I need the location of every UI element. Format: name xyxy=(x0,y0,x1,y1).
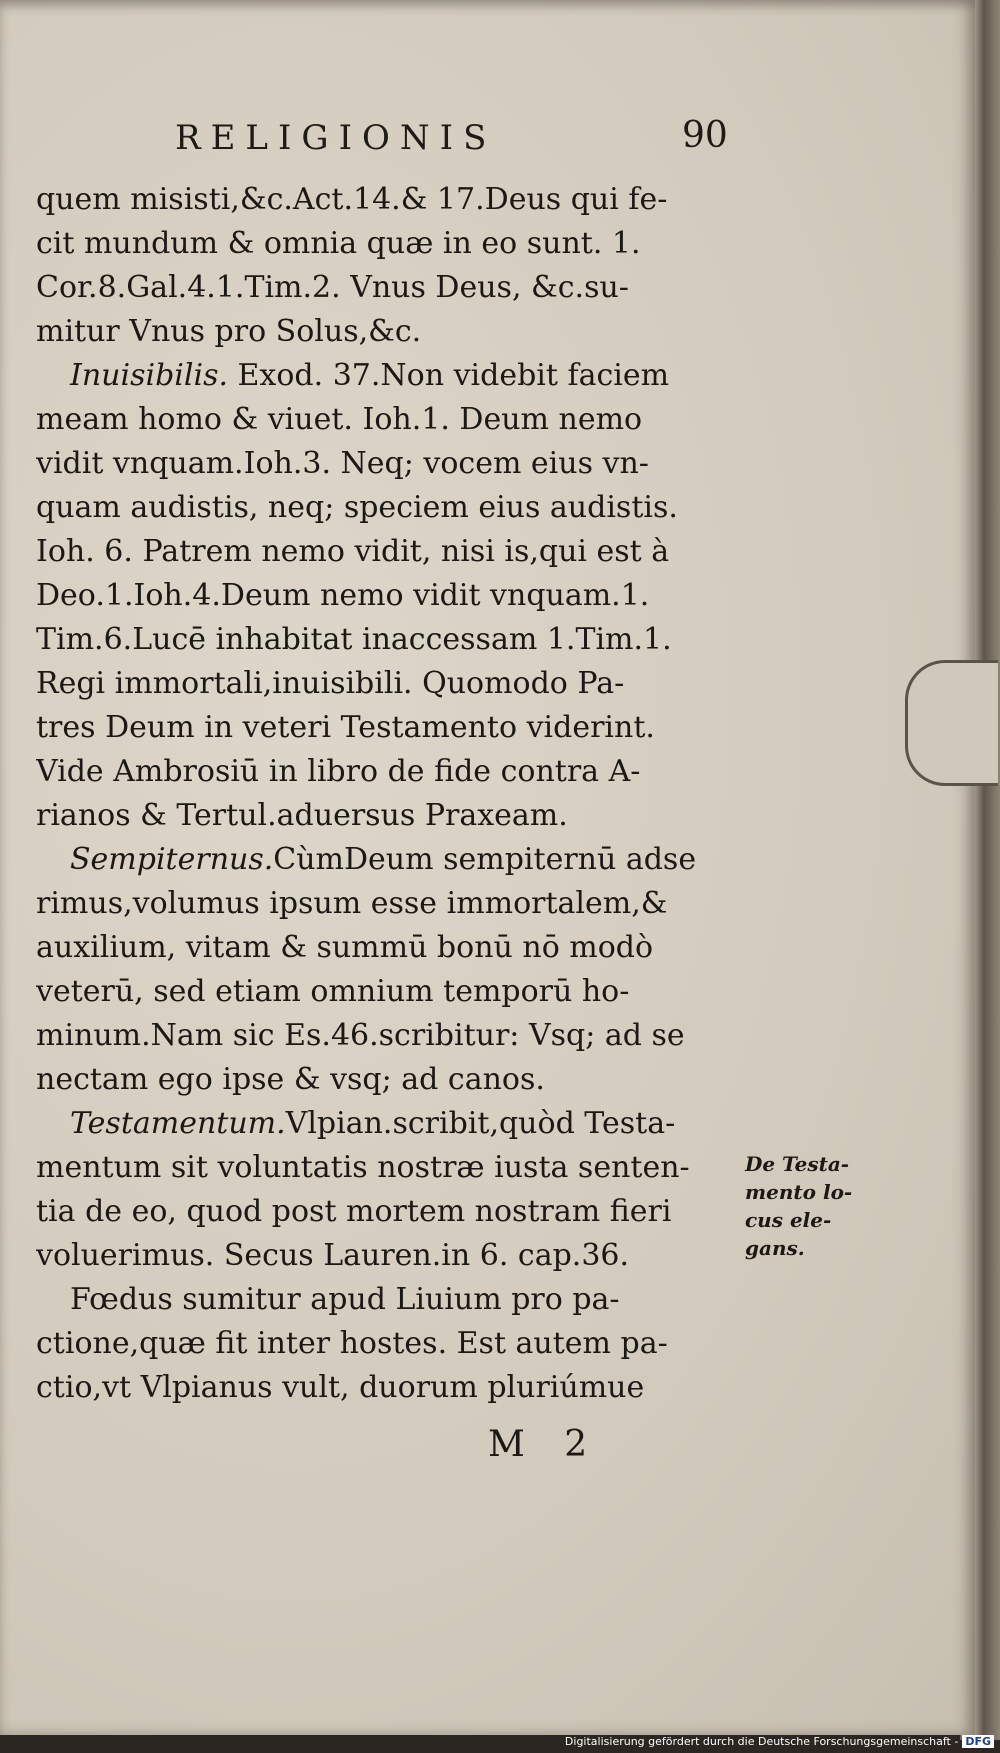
text-line xyxy=(36,1102,756,1146)
text-line xyxy=(36,618,756,662)
text-segment: Vlpian.scribit,quòd Testa- xyxy=(285,1106,676,1141)
text-segment: quam audistis, neq; speciem eius audistis. xyxy=(36,490,678,525)
text-segment: quem misisti,&c.Act.14.& 17.Deus qui fe- xyxy=(36,182,668,217)
body-text xyxy=(36,178,756,1410)
text-segment: auxilium, vitam & summū bonū nō modò xyxy=(36,930,654,965)
text-segment: cit mundum & omnia quæ in eo sunt. 1. xyxy=(36,226,641,261)
text-segment: Deo.1.Ioh.4.Deum nemo vidit vnquam.1. xyxy=(36,578,650,613)
text-line xyxy=(36,1234,756,1278)
text-segment: rimus,volumus ipsum esse immortalem,& xyxy=(36,886,668,921)
text-line xyxy=(36,442,756,486)
text-line xyxy=(36,706,756,750)
text-line xyxy=(36,794,756,838)
text-segment: minum.Nam sic Es.46.scribitur: Vsq; ad se xyxy=(36,1018,685,1053)
text-segment: voluerimus. Secus Lauren.in 6. cap.36. xyxy=(36,1238,630,1273)
text-line xyxy=(36,1058,756,1102)
text-line xyxy=(36,1322,756,1366)
text-line xyxy=(36,882,756,926)
text-segment: vidit vnquam.Ioh.3. Neq; vocem eius vn- xyxy=(36,446,649,481)
margin-note-line: mento lo- xyxy=(745,1180,853,1204)
lemma-heading: Testamentum. xyxy=(70,1106,286,1141)
text-segment: Fœdus sumitur apud Liuium pro pa- xyxy=(70,1282,620,1317)
lemma-heading: Sempiternus. xyxy=(70,842,274,877)
text-segment: Ioh. 6. Patrem nemo vidit, nisi is,qui est à xyxy=(36,534,670,569)
text-line xyxy=(36,750,756,794)
margin-note-line: gans. xyxy=(745,1236,805,1260)
text-segment: Tim.6.Lucē inhabitat inaccessam 1.Tim.1. xyxy=(36,622,672,657)
book-clasp xyxy=(905,660,998,786)
running-title: RELIGIONIS xyxy=(175,118,497,158)
text-segment: tia de eo, quod post mortem nostram fieri xyxy=(36,1194,672,1229)
text-segment: Cor.8.Gal.4.1.Tim.2. Vnus Deus, &c.su- xyxy=(36,270,629,305)
text-line xyxy=(36,838,756,882)
margin-note-line: cus ele- xyxy=(745,1208,832,1232)
text-segment: Vide Ambrosiū in libro de fide contra A- xyxy=(36,754,641,789)
text-line xyxy=(36,486,756,530)
text-segment: mitur Vnus pro Solus,&c. xyxy=(36,314,422,349)
text-line xyxy=(36,1146,756,1190)
text-segment: Exod. 37.Non videbit faciem xyxy=(228,358,670,393)
text-line xyxy=(36,970,756,1014)
digitization-footer xyxy=(565,1735,994,1751)
text-segment: CùmDeum sempiternū adse xyxy=(273,842,697,877)
text-line xyxy=(36,1190,756,1234)
text-segment: ctio,vt Vlpianus vult, duorum pluriúmue xyxy=(36,1370,645,1405)
text-line xyxy=(36,310,756,354)
page-number: 90 xyxy=(682,115,728,156)
text-line xyxy=(36,266,756,310)
text-line xyxy=(36,222,756,266)
text-segment: tres Deum in veteri Testamento viderint. xyxy=(36,710,655,745)
text-line xyxy=(36,574,756,618)
text-line xyxy=(36,398,756,442)
margin-note-line: De Testa- xyxy=(745,1152,850,1176)
footer-text: Digitalisierung gefördert durch die Deutsche Forschungsgemeinschaft - xyxy=(564,1735,959,1748)
marginal-note xyxy=(745,1150,885,1262)
running-head xyxy=(0,110,780,170)
text-segment: rianos & Tertul.aduersus Praxeam. xyxy=(36,798,568,833)
text-line xyxy=(36,178,756,222)
lemma-heading: Inuisibilis. xyxy=(70,358,228,393)
signature-mark: M 2 xyxy=(488,1424,602,1465)
text-segment: Regi immortali,inuisibili. Quomodo Pa- xyxy=(36,666,625,701)
text-line xyxy=(36,354,756,398)
text-line xyxy=(36,1366,756,1410)
text-line xyxy=(36,1014,756,1058)
text-line xyxy=(36,662,756,706)
text-segment: veterū, sed etiam omnium temporū ho- xyxy=(36,974,630,1009)
text-segment: ctione,quæ fit inter hostes. Est autem pa- xyxy=(36,1326,668,1361)
text-line xyxy=(36,530,756,574)
dfg-logo: DFG xyxy=(962,1735,994,1748)
text-line xyxy=(36,926,756,970)
text-segment: meam homo & viuet. Ioh.1. Deum nemo xyxy=(36,402,643,437)
text-line xyxy=(36,1278,756,1322)
text-segment: nectam ego ipse & vsq; ad canos. xyxy=(36,1062,545,1097)
text-segment: mentum sit voluntatis nostræ iusta senten- xyxy=(36,1150,690,1185)
